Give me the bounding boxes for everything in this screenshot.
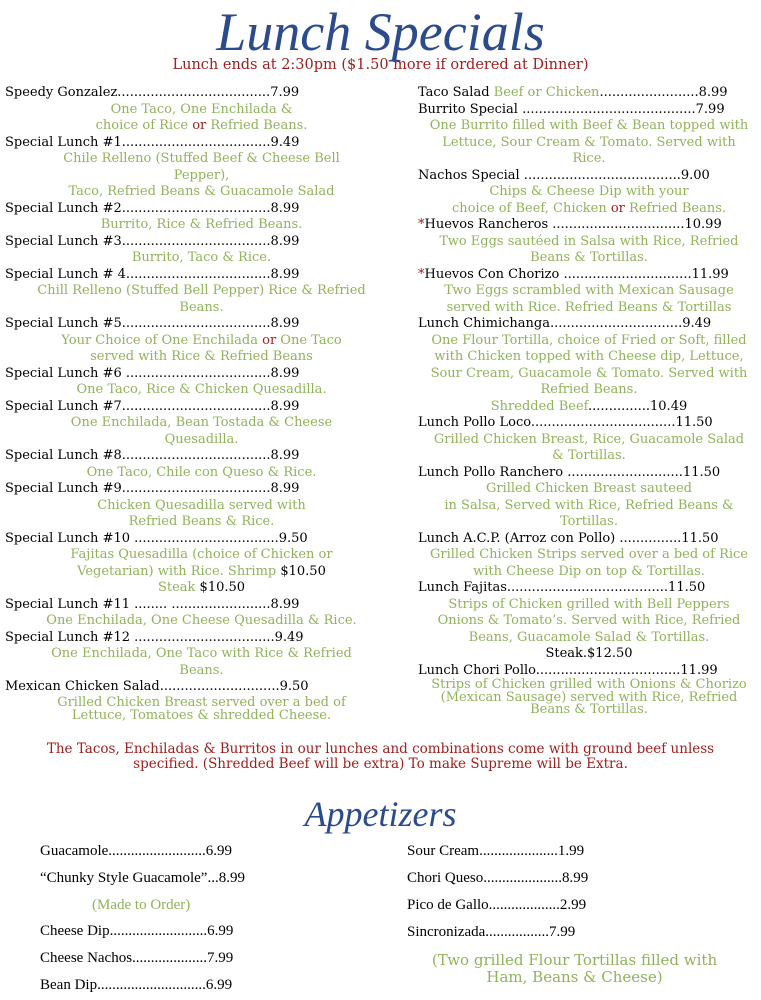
- item-taco-salad: [418, 85, 760, 102]
- desc-part: Refried Beans.: [206, 118, 308, 133]
- item-description: Pepper),: [173, 167, 230, 183]
- beef-note-line-1: The Tacos, Enchiladas & Burritos in our lunches and combinations come with ground beef unless: [46, 741, 715, 757]
- item-description: One Enchilada, One Cheese Quesadilla & Rice.: [46, 613, 357, 628]
- item-special-lunch-3: Special Lunch #3....................................8.99: [5, 233, 300, 249]
- item-description: Beans & Tortillas.: [530, 250, 648, 265]
- desc-part: Vegetarian) with Rice. Shrimp: [77, 563, 281, 579]
- item-description: Tortillas.: [560, 514, 618, 529]
- desc-part: One Taco: [276, 332, 342, 348]
- item-description: & Tortillas.: [552, 448, 626, 463]
- item-huevos-rancheros: [418, 217, 760, 234]
- beef-note: [0, 742, 761, 772]
- item-description: One Flour Tortilla, choice of Fried or Soft, filled: [431, 332, 747, 348]
- item-description: [5, 564, 398, 581]
- beef-note-line-2: specified. (Shredded Beef will be extra) To make Supreme will be Extra.: [133, 756, 628, 772]
- item-lunch-pollo-loco: Lunch Pollo Loco...................................11.50: [418, 415, 713, 430]
- item-lunch-chori-pollo: Lunch Chori Pollo...................................11.99: [418, 662, 718, 678]
- item-description: Burrito, Taco & Rice.: [131, 250, 272, 265]
- item-description: Beans, Guacamole Salad & Tortillas.: [468, 629, 710, 645]
- item-description: Refried Beans.: [540, 382, 638, 397]
- item-special-lunch-1: Special Lunch #1....................................9.49: [5, 134, 300, 150]
- asterisk-mark: *: [418, 217, 425, 232]
- item-description: One Enchilada, One Taco with Rice & Refried: [51, 646, 352, 661]
- item-special-lunch-5: Special Lunch #5....................................8.99: [5, 316, 300, 331]
- item-speedy-gonzalez: Speedy Gonzalez.....................................7.99: [5, 85, 300, 100]
- item-description: Sour Cream, Guacamole & Tomato. Served with: [430, 365, 748, 381]
- item-description: One Burrito filled with Beef & Bean topped with: [429, 118, 749, 133]
- item-description: Lettuce, Tomatoes & shredded Cheese.: [71, 707, 332, 723]
- shrimp-price: $10.50: [280, 563, 326, 579]
- item-description: Rice.: [572, 151, 606, 166]
- appetizer-item: Sincronizada.................7.99: [407, 924, 576, 940]
- item-description: Chile Relleno (Stuffed Beef & Cheese Bell: [63, 151, 340, 166]
- appetizers-right-column: [407, 838, 742, 986]
- sincronizada-description: (Two grilled Flour Tortillas filled with: [431, 951, 718, 969]
- item-description: Fajitas Quesadilla (choice of Chicken or: [70, 547, 333, 562]
- item-special-lunch-7: Special Lunch #7....................................8.99: [5, 398, 300, 414]
- or-word: or: [192, 118, 207, 133]
- appetizer-item: Bean Dip.............................6.99: [40, 977, 233, 993]
- item-special-lunch-6: Special Lunch #6 ...................................8.99: [5, 365, 300, 381]
- item-description: [5, 333, 398, 350]
- item-description: Two Eggs sautéed in Salsa with Rice, Refried: [439, 233, 739, 249]
- item-name: Huevos Rancheros ................................10.99: [424, 217, 722, 232]
- item-description: with Chicken topped with Cheese dip, Lettuce,: [434, 349, 744, 364]
- item-description: in Salsa, Served with Rice, Refried Beans &: [444, 497, 734, 513]
- item-description: Lettuce, Sour Cream & Tomato. Served with: [442, 134, 736, 150]
- item-description: Grilled Chicken Strips served over a bed of Rice: [429, 547, 748, 562]
- item-description: Grilled Chicken Breast sauteed: [485, 481, 693, 496]
- item-special-lunch-11: Special Lunch #11 ........ ........................8.99: [5, 596, 300, 612]
- appetizer-item: Chori Queso.....................8.99: [407, 870, 589, 886]
- item-name: Huevos Con Chorizo ...............................11.99: [424, 266, 729, 282]
- item-special-lunch-10: Special Lunch #10 ...................................9.50: [5, 530, 308, 546]
- item-special-lunch-4: Special Lunch # 4...................................8.99: [5, 266, 300, 282]
- item-description: Quesadilla.: [164, 431, 239, 447]
- item-choice: Beef or Chicken: [493, 85, 600, 100]
- item-lunch-chimichanga: Lunch Chimichanga................................9.49: [418, 316, 712, 331]
- lunch-left-column: [5, 85, 398, 722]
- item-description: Two Eggs scrambled with Mexican Sausage: [444, 283, 734, 298]
- item-description: Burrito, Rice & Refried Beans.: [100, 217, 303, 232]
- item-description: Grilled Chicken Breast, Rice, Guacamole Salad: [433, 431, 745, 447]
- desc-part: Refried Beans.: [624, 200, 727, 216]
- item-name: Taco Salad: [418, 85, 494, 100]
- item-price: ........................8.99: [599, 85, 728, 100]
- item-description: Onions & Tomato’s. Served with Rice, Refried: [437, 613, 741, 628]
- steak-price: Steak.$12.50: [545, 646, 633, 661]
- appetizer-item: Cheese Nachos....................7.99: [40, 950, 234, 966]
- or-word: or: [610, 200, 625, 216]
- item-special-lunch-8: Special Lunch #8....................................8.99: [5, 448, 300, 463]
- item-description: One Enchilada, Bean Tostada & Cheese: [70, 415, 333, 430]
- item-description: Chill Relleno (Stuffed Bell Pepper) Rice & Refried: [37, 283, 366, 298]
- item-description: Beans.: [179, 662, 224, 678]
- appetizer-item: Pico de Gallo...................2.99: [407, 897, 587, 913]
- lunch-subtitle: Lunch ends at 2:30pm ($1.50 more if ordered at Dinner): [172, 57, 589, 73]
- item-special-lunch-9: Special Lunch #9....................................8.99: [5, 481, 300, 496]
- made-to-order-note: (Made to Order): [92, 897, 191, 913]
- item-burrito-special: Burrito Special ..........................................7.99: [418, 101, 725, 117]
- appetizer-item: “Chunky Style Guacamole”...8.99: [40, 870, 245, 886]
- item-lunch-fajitas: Lunch Fajitas.......................................11.50: [418, 580, 706, 595]
- item-special-lunch-12: Special Lunch #12 ..................................9.49: [5, 629, 304, 645]
- item-description: Grilled Chicken Breast served over a bed of: [57, 694, 346, 710]
- appetizers-left-column: [40, 838, 330, 999]
- item-description: with Cheese Dip on top & Tortillas.: [473, 563, 705, 579]
- item-description: Beans & Tortillas.: [530, 702, 648, 717]
- appetizer-item: Cheese Dip..........................6.99: [40, 923, 234, 939]
- item-description: Strips of Chicken grilled with Bell Peppers: [448, 596, 730, 612]
- sincronizada-description: Ham, Beans & Cheese): [486, 968, 663, 986]
- or-word: or: [262, 332, 277, 348]
- shredded-beef-price: ...............10.49: [588, 398, 688, 414]
- item-mexican-chicken-salad: Mexican Chicken Salad.............................9.50: [5, 679, 309, 694]
- item-description: served with Rice & Refried Beans: [90, 349, 313, 364]
- desc-part: Your Choice of One Enchilada: [61, 332, 263, 348]
- desc-part: choice of Rice: [95, 118, 193, 133]
- item-description: Strips of Chicken grilled with Onions & Chorizo: [431, 677, 747, 692]
- desc-part: Steak: [157, 580, 200, 595]
- item-nachos-special: Nachos Special ......................................9.00: [418, 167, 710, 183]
- item-description: [418, 201, 760, 218]
- desc-part: choice of Beef, Chicken: [451, 200, 611, 216]
- appetizers-title: Appetizers: [304, 794, 457, 834]
- appetizer-item: Guacamole..........................6.99: [40, 843, 233, 859]
- item-description: Chicken Quesadilla served with: [97, 497, 306, 513]
- item-description: (Mexican Sausage) served with Rice, Refried: [440, 689, 738, 705]
- lunch-right-column: [418, 85, 760, 717]
- item-special-lunch-2: Special Lunch #2....................................8.99: [5, 200, 300, 216]
- item-huevos-con-chorizo: [418, 267, 760, 284]
- asterisk-mark: *: [418, 266, 425, 282]
- item-lunch-pollo-ranchero: Lunch Pollo Ranchero ............................11.50: [418, 464, 721, 480]
- item-description: Refried Beans & Rice.: [128, 514, 275, 529]
- item-description: [418, 399, 760, 416]
- item-description: served with Rice. Refried Beans & Tortillas: [446, 299, 732, 315]
- item-description: One Taco, Chile con Queso & Rice.: [86, 464, 317, 480]
- item-description: One Taco, One Enchilada &: [110, 101, 293, 117]
- item-description: Chips & Cheese Dip with your: [489, 184, 689, 199]
- item-description: [5, 118, 398, 135]
- item-description: Beans.: [179, 299, 224, 315]
- lunch-specials-title: Lunch Specials: [216, 2, 545, 62]
- steak-price: $10.50: [199, 580, 246, 595]
- appetizer-item: Sour Cream.....................1.99: [407, 843, 585, 859]
- item-description: One Taco, Rice & Chicken Quesadilla.: [76, 382, 327, 397]
- item-description: Taco, Refried Beans & Guacamole Salad: [68, 184, 335, 199]
- desc-part: Shredded Beef: [490, 398, 589, 414]
- item-description: [5, 580, 398, 597]
- item-lunch-acp: Lunch A.C.P. (Arroz con Pollo) ...............11.50: [418, 530, 719, 546]
